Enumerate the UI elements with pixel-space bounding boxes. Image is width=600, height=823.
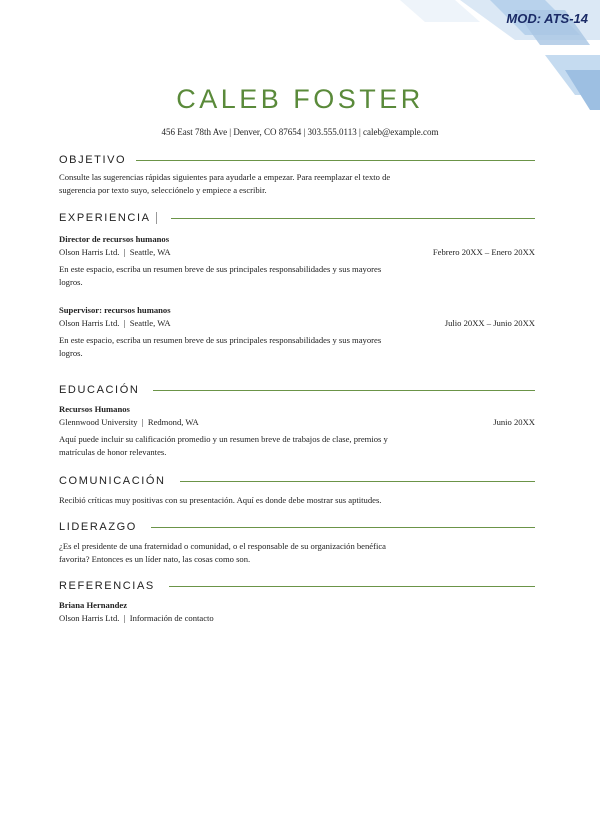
reference-name: Briana Hernandez (59, 600, 128, 610)
section-rule (153, 390, 535, 391)
section-rule (169, 586, 535, 587)
section-liderazgo (59, 520, 535, 566)
section-heading: EDUCACIÓN (59, 384, 140, 396)
section-heading: COMUNICACIÓN (59, 475, 166, 487)
job-company: Olson Harris Ltd. | Seattle, WA (59, 247, 171, 257)
job-dates: Julio 20XX – Junio 20XX (444, 318, 535, 328)
section-rule (171, 218, 535, 219)
section-educacion (59, 383, 535, 459)
contact-info: 456 East 78th Ave | Denver, CO 87654 | 303.555.0113 | caleb@example.com (161, 127, 439, 137)
job-description-line: logros. (59, 348, 83, 358)
job-description-line: logros. (59, 277, 83, 287)
text-cursor (156, 212, 157, 224)
education-entry (59, 403, 535, 459)
objective-text-line: sugerencia por texto suyo, selecciónelo y empiece a escribir. (59, 185, 267, 195)
job-title: Supervisor: recursos humanos (59, 305, 171, 315)
section-rule (136, 160, 535, 161)
model-label: MOD: ATS-14 (506, 11, 588, 26)
leadership-text-line: favorita? Entonces es un líder nato, las cosas como son. (59, 554, 251, 564)
communication-text: Recibió críticas muy positivas con su presentación. Aquí es donde debe mostrar sus aptitudes. (59, 495, 382, 505)
reference-entry (59, 599, 535, 625)
section-rule (180, 481, 535, 482)
education-description-line: Aquí puede incluir su calificación promedio y un resumen breve de trabajos de clase, premios y (59, 434, 388, 444)
section-objetivo (59, 153, 535, 197)
objective-text-line: Consulte las sugerencias rápidas siguientes para ayudarle a empezar. Para reemplazar el texto de (59, 172, 391, 182)
section-rule (151, 527, 535, 528)
section-heading: REFERENCIAS (59, 580, 155, 592)
section-heading: EXPERIENCIA (59, 212, 151, 224)
section-heading: LIDERAZGO (59, 521, 137, 533)
graduation-date: Junio 20XX (493, 417, 535, 427)
job-title: Director de recursos humanos (59, 234, 170, 244)
degree-title: Recursos Humanos (59, 404, 130, 414)
section-heading: OBJETIVO (59, 154, 127, 166)
job-company: Olson Harris Ltd. | Seattle, WA (59, 318, 171, 328)
leadership-text-line: ¿Es el presidente de una fraternidad o comunidad, o el responsable de su organización benéfica (59, 541, 386, 551)
education-description-line: matrículas de honor relevantes. (59, 447, 167, 457)
job-dates: Febrero 20XX – Enero 20XX (432, 247, 535, 257)
reference-detail: Olson Harris Ltd. | Información de contacto (59, 613, 214, 623)
job-description-line: En este espacio, escriba un resumen breve de sus principales responsabilidades y sus mayores (59, 264, 382, 274)
school-name: Glennwood University | Redmond, WA (59, 417, 199, 427)
candidate-name: CALEB FOSTER (176, 84, 424, 114)
job-description-line: En este espacio, escriba un resumen breve de sus principales responsabilidades y sus mayores (59, 335, 382, 345)
section-experiencia (59, 211, 535, 360)
section-comunicacion (59, 474, 535, 507)
job-entry (59, 304, 535, 360)
section-referencias (59, 579, 535, 625)
job-entry (59, 233, 535, 289)
